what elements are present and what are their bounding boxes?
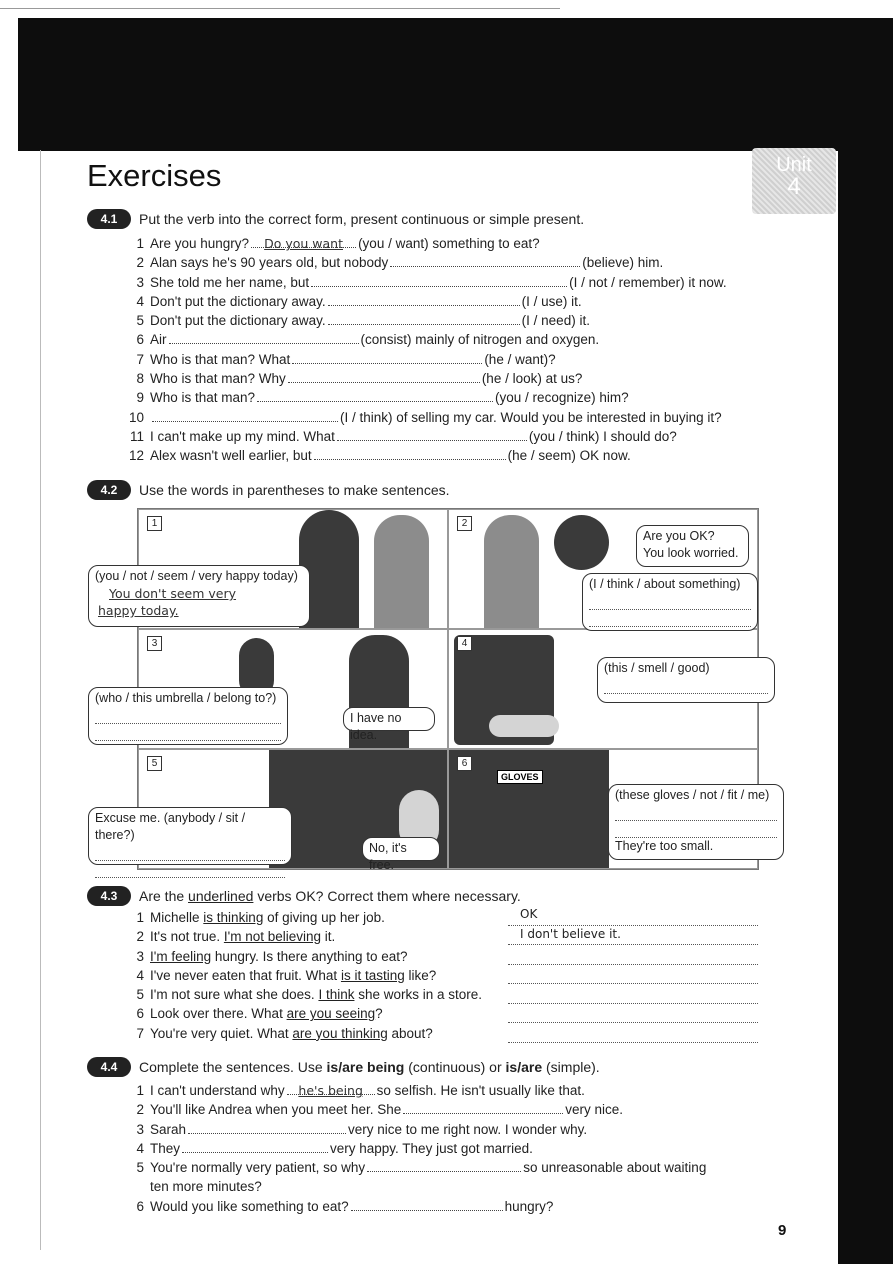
reply-text: I have no idea. xyxy=(350,711,402,742)
list-item: 12 Alex wasn't well earlier, but (he / seem) OK now. xyxy=(128,448,631,464)
answer-line[interactable] xyxy=(95,709,281,724)
picture-number: 4 xyxy=(457,636,472,651)
exercise-4-3-items xyxy=(118,908,482,1043)
speech-bubble-6 xyxy=(608,784,784,860)
exercise-4-1-header xyxy=(87,209,584,229)
exercise-badge: 4.4 xyxy=(87,1057,131,1077)
answer-line[interactable] xyxy=(615,806,777,821)
instruction-text: is/are being xyxy=(326,1059,405,1075)
list-item: 4 I've never eaten that fruit. What is it tasting like? xyxy=(136,967,437,983)
answer-line[interactable] xyxy=(508,965,758,985)
answer-line[interactable]: You don't seem very xyxy=(109,586,237,601)
answer-blank[interactable] xyxy=(328,292,520,306)
list-item: 10 (I / think) of selling my car. Would you be interested in buying it? xyxy=(128,409,722,425)
list-item: 6 Would you like something to eat? hungry? xyxy=(136,1198,554,1214)
answer-blank[interactable] xyxy=(152,408,338,422)
answer-line[interactable] xyxy=(615,823,777,838)
instruction-text: Complete the sentences. Use xyxy=(139,1059,323,1075)
reply-text: They're too small. xyxy=(615,839,714,853)
unit-label: Unit xyxy=(776,154,812,176)
answer-blank[interactable]: he's being xyxy=(287,1081,375,1095)
plate-illustration xyxy=(489,715,559,737)
picture-number: 1 xyxy=(147,516,162,531)
person-illustration xyxy=(374,515,429,629)
answer-line[interactable] xyxy=(95,726,281,741)
answer-blank[interactable] xyxy=(390,253,580,267)
speech-text: You look worried. xyxy=(643,546,739,560)
list-item: 4 Don't put the dictionary away. (I / use) it. xyxy=(136,293,582,309)
gloves-sign: GLOVES xyxy=(497,770,543,784)
store-illustration xyxy=(449,750,609,869)
speech-bubble-5-reply xyxy=(362,837,440,872)
unit-number: 4 xyxy=(787,173,801,200)
speech-bubble-5 xyxy=(88,807,292,865)
person-illustration xyxy=(554,515,609,570)
exercise-4-2-header xyxy=(87,480,450,500)
answer-blank[interactable] xyxy=(403,1100,563,1114)
speech-text: Are you OK? xyxy=(643,529,715,543)
list-item: 6 Air (consist) mainly of nitrogen and oxygen. xyxy=(136,332,600,348)
speech-bubble-3 xyxy=(88,687,288,745)
list-item: 8 Who is that man? Why (he / look) at us? xyxy=(136,371,583,387)
exercise-4-3-answers xyxy=(508,906,758,1043)
exercise-4-4-items xyxy=(118,1081,706,1216)
answer-blank[interactable] xyxy=(367,1158,521,1172)
prompt-text: (these gloves / not / fit / me) xyxy=(615,788,770,802)
list-item: 4 They very happy. They just got married. xyxy=(136,1140,533,1156)
list-item: 6 Look over there. What are you seeing ? xyxy=(136,1006,383,1022)
answer-line[interactable] xyxy=(508,1004,758,1024)
exercise-4-3-header xyxy=(87,886,521,906)
list-item: 5 Don't put the dictionary away. (I / need) it. xyxy=(136,313,590,329)
picture-number: 3 xyxy=(147,636,162,651)
answer-blank[interactable]: Do you want xyxy=(251,234,356,248)
left-margin-line xyxy=(40,150,41,1250)
prompt-text: (you / not / seem / very happy today) xyxy=(95,569,298,583)
speech-bubble-2a xyxy=(636,525,749,567)
speech-bubble-1 xyxy=(88,565,310,627)
answer-blank[interactable] xyxy=(182,1139,328,1153)
instruction-text: (simple). xyxy=(546,1059,600,1075)
prompt-text: (who / this umbrella / belong to?) xyxy=(95,691,277,705)
speech-bubble-2b xyxy=(582,573,758,631)
answer-line[interactable]: happy today. xyxy=(98,603,179,618)
list-item: 3 Sarah very nice to me right now. I wonder why. xyxy=(136,1121,588,1137)
exercise-4-4-header xyxy=(87,1057,600,1077)
instruction-text: is/are xyxy=(505,1059,543,1075)
list-item: 3 She told me her name, but (I / not / remember) it now. xyxy=(136,274,727,290)
answer-blank[interactable] xyxy=(328,311,520,325)
list-item: 2 You'll like Andrea when you meet her. She very nice. xyxy=(136,1102,624,1118)
list-item: 3 I'm feeling hungry. Is there anything to eat? xyxy=(136,948,408,964)
prompt-text: (this / smell / good) xyxy=(604,661,710,675)
picture-number: 2 xyxy=(457,516,472,531)
answer-line[interactable]: I don't believe it. xyxy=(508,926,758,946)
answer-line[interactable] xyxy=(589,612,751,627)
answer-line[interactable] xyxy=(95,846,285,861)
unit-tab xyxy=(752,148,836,214)
list-item: 1 I can't understand why he's being so selfish. He isn't usually like that. xyxy=(136,1083,585,1098)
instruction-text: underlined xyxy=(188,888,254,904)
list-item: 9 Who is that man? (you / recognize) him? xyxy=(136,390,629,406)
speech-bubble-3-reply xyxy=(343,707,435,742)
reply-text: No, it's free. xyxy=(369,841,407,872)
answer-blank[interactable] xyxy=(337,427,527,441)
answer-line[interactable] xyxy=(508,1023,758,1043)
exercise-instruction: Put the verb into the correct form, present continuous or simple present. xyxy=(139,211,585,227)
exercise-4-1-items xyxy=(118,234,727,466)
picture-number: 6 xyxy=(457,756,472,771)
answer-blank[interactable] xyxy=(257,388,493,402)
prompt-text: (I / think / about something) xyxy=(589,577,741,591)
header-band xyxy=(18,18,893,151)
list-item: 11 I can't make up my mind. What (you / think) I should do? xyxy=(129,428,677,444)
page-title: Exercises xyxy=(87,158,222,193)
instruction-text: (continuous) or xyxy=(408,1059,502,1075)
answer-blank[interactable] xyxy=(314,446,506,460)
exercise-instruction: Use the words in parentheses to make sentences. xyxy=(139,482,450,498)
prompt-text: Excuse me. (anybody / sit / there?) xyxy=(95,811,246,842)
right-edge-bar xyxy=(838,151,893,1264)
answer-blank[interactable] xyxy=(169,330,359,344)
picture-number: 5 xyxy=(147,756,162,771)
answer-blank[interactable] xyxy=(288,369,480,383)
answer-line[interactable] xyxy=(95,863,285,878)
answer-blank[interactable] xyxy=(351,1197,503,1211)
exercise-badge: 4.3 xyxy=(87,886,131,906)
answer-blank[interactable] xyxy=(188,1120,346,1134)
answer-line[interactable] xyxy=(508,945,758,965)
answer-blank[interactable] xyxy=(311,273,567,287)
answer-blank[interactable] xyxy=(292,350,482,364)
list-item: 5 You're normally very patient, so why so unreasonable about waiting xyxy=(136,1160,707,1176)
page-number: 9 xyxy=(778,1222,787,1239)
list-item: 1 Are you hungry? Do you want (you / want) something to eat? xyxy=(136,236,540,251)
instruction-text: Are the xyxy=(139,888,185,904)
top-rule xyxy=(0,8,560,9)
exercise-badge: 4.1 xyxy=(87,209,131,229)
list-item: 1 Michelle is thinking of giving up her job. xyxy=(136,910,385,925)
answer-line[interactable] xyxy=(589,595,751,610)
speech-bubble-4 xyxy=(597,657,775,703)
list-item: 2 It's not true. I'm not believing it. xyxy=(136,929,336,945)
list-item: 7 You're very quiet. What are you thinking about? xyxy=(136,1025,433,1041)
answer-line[interactable] xyxy=(604,679,768,694)
person-illustration xyxy=(484,515,539,629)
list-item: ten more minutes? xyxy=(150,1179,262,1195)
list-item: 2 Alan says he's 90 years old, but nobody (believe) him. xyxy=(136,255,664,271)
answer-line[interactable]: OK xyxy=(508,906,758,926)
list-item: 5 I'm not sure what she does. I think she works in a store. xyxy=(136,987,483,1003)
answer-line[interactable] xyxy=(508,984,758,1004)
exercise-badge: 4.2 xyxy=(87,480,131,500)
list-item: 7 Who is that man? What (he / want)? xyxy=(136,351,556,367)
instruction-text: verbs OK? Correct them where necessary. xyxy=(257,888,521,904)
